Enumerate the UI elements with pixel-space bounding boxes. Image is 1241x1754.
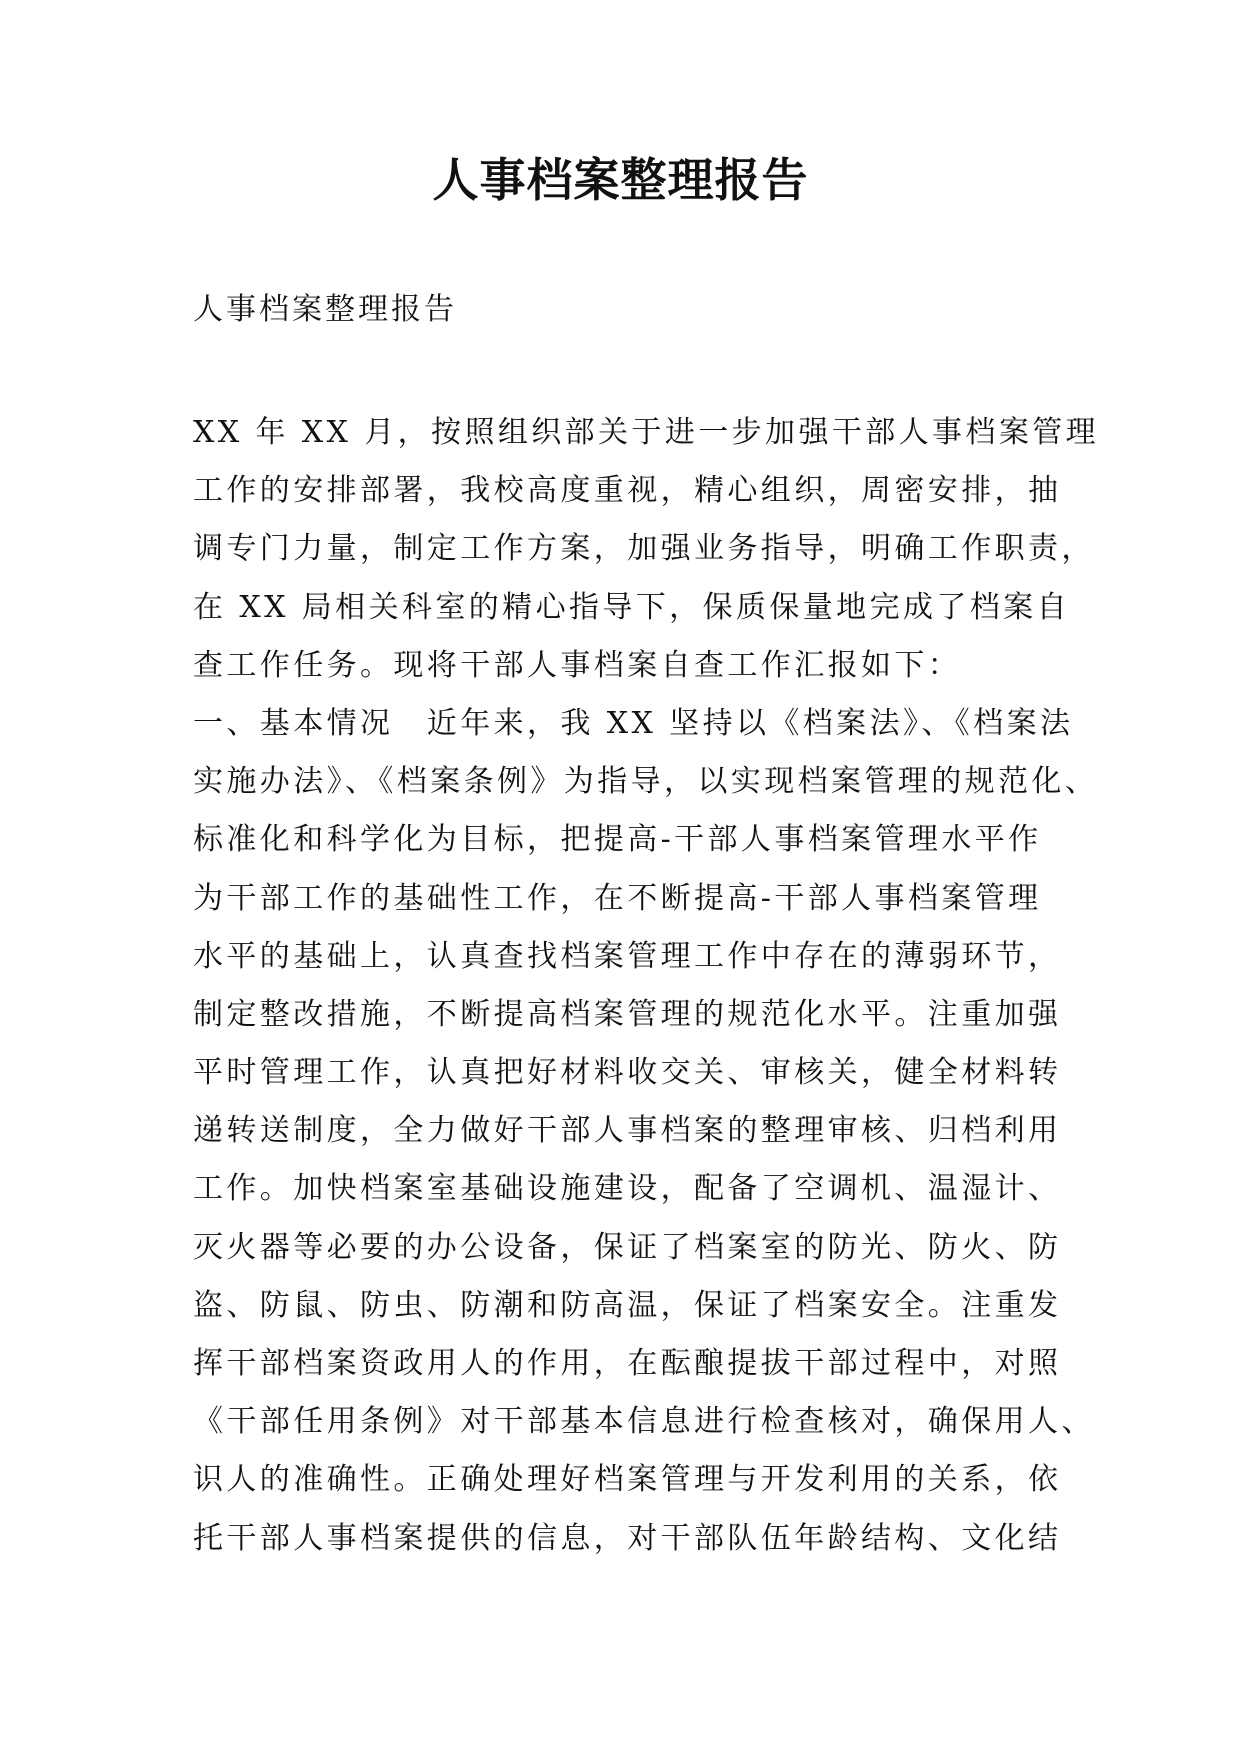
body-line: XX 年 XX 月，按照组织部关于进一步加强干部人事档案管理 [193, 415, 1100, 450]
body-line: 托干部人事档案提供的信息，对干部队伍年龄结构、文化结 [193, 1520, 1062, 1556]
body-line: 在 XX 局相关科室的精心指导下，保质保量地完成了档案自 [193, 589, 1070, 625]
body-line: 标准化和科学化为目标，把提高-干部人事档案管理水平作 [193, 822, 1042, 858]
body-line: 工作。加快档案室基础设施建设，配备了空调机、温湿计、 [193, 1171, 1062, 1207]
document-body [193, 404, 1100, 1568]
body-line: 识人的准确性。正确处理好档案管理与开发利用的关系，依 [193, 1462, 1062, 1498]
body-line: 调专门力量，制定工作方案，加强业务指导，明确工作职责， [193, 531, 1095, 567]
body-line: 递转送制度，全力做好干部人事档案的整理审核、归档利用 [193, 1113, 1062, 1149]
body-line: 工作的安排部署，我校高度重视，精心组织，周密安排，抽 [193, 473, 1062, 509]
body-line: 盗、防鼠、防虫、防潮和防高温，保证了档案安全。注重发 [193, 1287, 1062, 1323]
body-line: 挥干部档案资政用人的作用，在酝酿提拔干部过程中，对照 [193, 1346, 1062, 1381]
body-line: 水平的基础上，认真查找档案管理工作中存在的薄弱环节， [193, 938, 1062, 974]
body-line: 为干部工作的基础性工作，在不断提高-干部人事档案管理 [193, 880, 1042, 916]
body-line: 平时管理工作，认真把好材料收交关、审核关，健全材料转 [193, 1055, 1062, 1091]
document-subtitle: 人事档案整理报告 [193, 292, 457, 327]
body-line: 制定整改措施，不断提高档案管理的规范化水平。注重加强 [193, 996, 1062, 1032]
body-line: 一、基本情况 近年来，我 XX 坚持以《档案法》、《档案法 [193, 705, 1074, 741]
body-line: 查工作任务。现将干部人事档案自查工作汇报如下： [193, 647, 962, 683]
body-line: 《干部任用条例》对干部基本信息进行检查核对，确保用人、 [193, 1404, 1095, 1440]
document-title: 人事档案整理报告 [432, 153, 809, 207]
body-line: 实施办法》、《档案条例》为指导，以实现档案管理的规范化、 [193, 764, 1099, 800]
body-line: 灭火器等必要的办公设备，保证了档案室的防光、防火、防 [193, 1229, 1062, 1265]
